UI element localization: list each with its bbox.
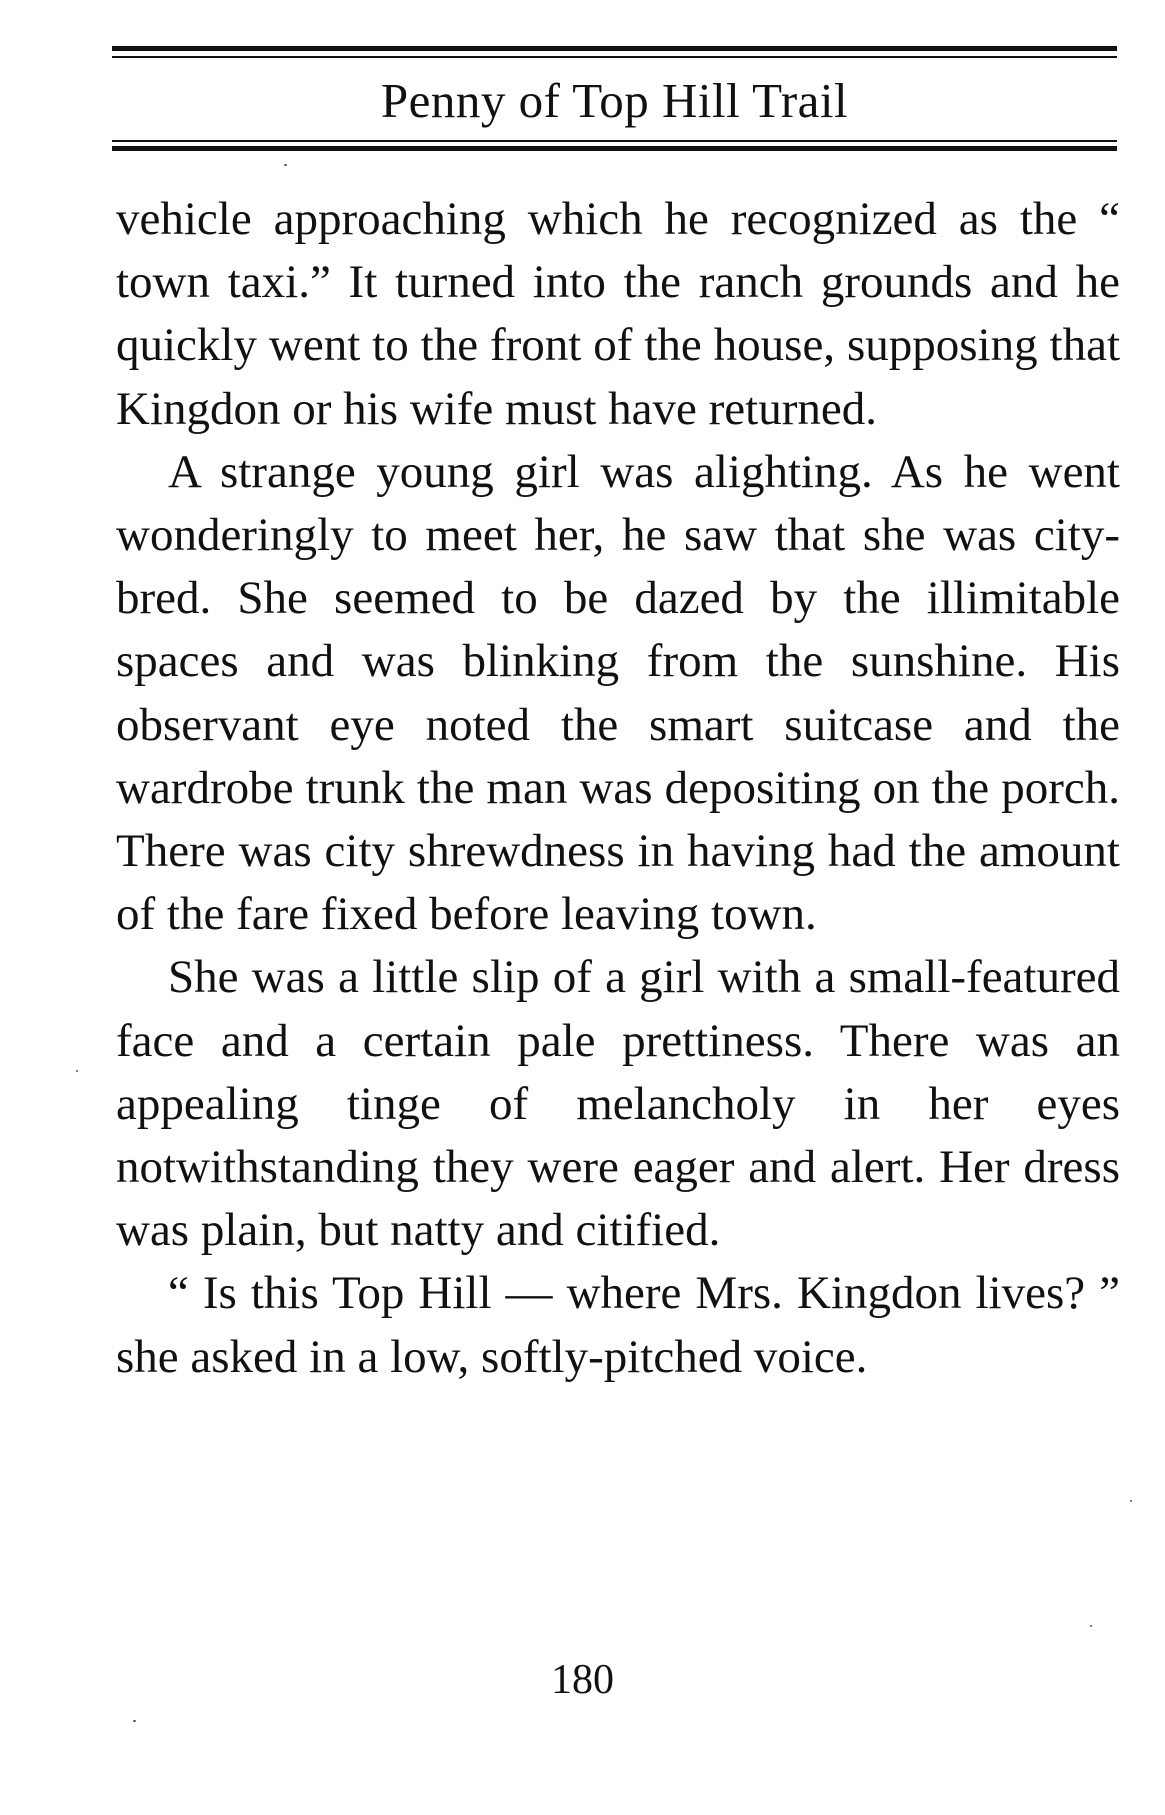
body-text	[116, 188, 1120, 1389]
paragraph-continued: vehicle approaching which he recognized as the “ town taxi.” It turned into the ranch grounds and he quickly went to the front of the house, supposing that Kingdon or his wife must have returned.	[116, 193, 1120, 435]
paragraph: She was a little slip of a girl with a small-featured face and a certain pale prettiness. There was an appealing tinge of melancholy in her eyes notwithstanding they were eager and alert. Her dress was plain, but natty and citified.	[116, 951, 1120, 1257]
page-number: 180	[551, 1657, 614, 1703]
scan-speck	[1090, 1625, 1092, 1627]
scan-speck	[133, 1720, 136, 1722]
paragraph: “ Is this Top Hill — where Mrs. Kingdon lives? ” she asked in a low, softly-pitched voice.	[116, 1267, 1120, 1383]
scan-speck	[1130, 1500, 1132, 1502]
running-title: Penny of Top Hill Trail	[380, 73, 849, 128]
header-rule-top-thin	[112, 56, 1117, 58]
header-rule-top-thick	[112, 46, 1117, 51]
paragraph: A strange young girl was alighting. As he went wonderingly to meet her, he saw that she was city-bred. She seemed to be dazed by the illimitable spaces and was blinking from the sunshine. His observant eye noted the smart suitcase and the wardrobe trunk the man was depositing on the porch. There was city shrewdness in having had the amount of the fare fixed before leaving town.	[116, 445, 1120, 941]
scan-speck	[76, 1070, 78, 1072]
header-rule-bottom-thin	[112, 140, 1117, 142]
scan-speck	[284, 164, 287, 166]
header-rule-bottom-thick	[112, 146, 1117, 151]
